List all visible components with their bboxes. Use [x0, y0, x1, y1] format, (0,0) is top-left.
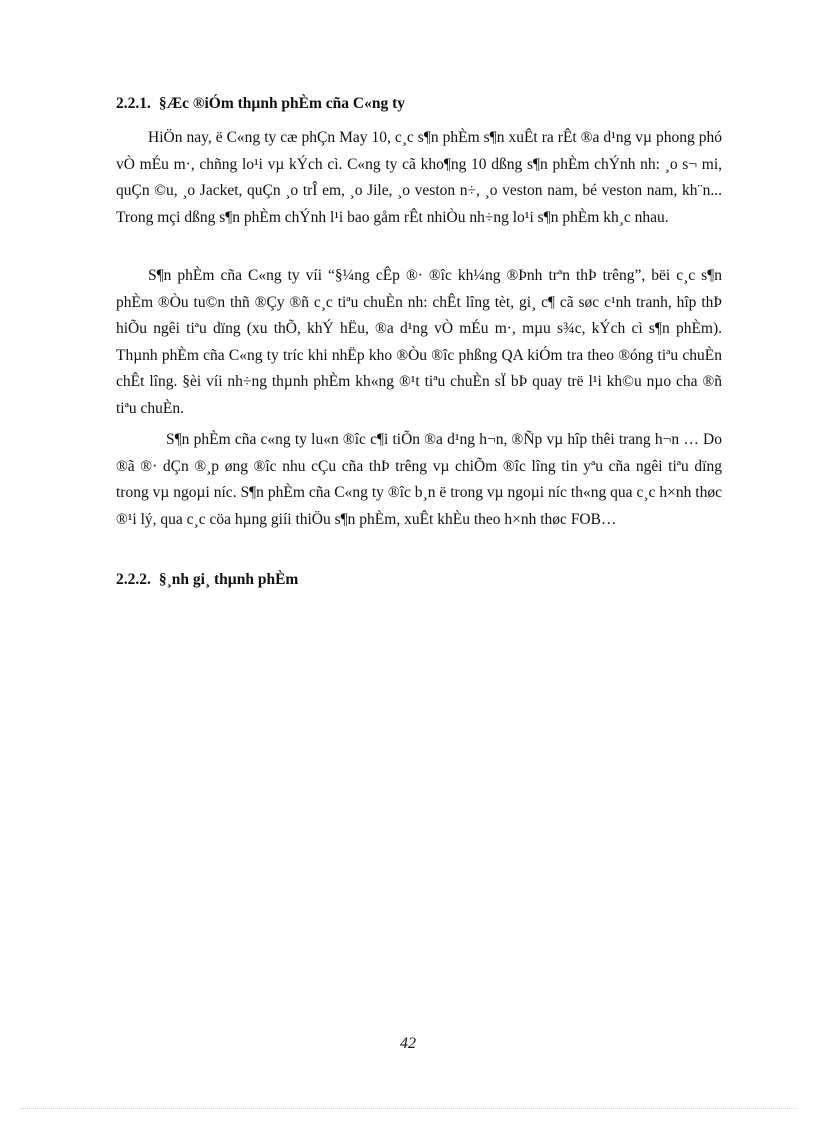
- page-bottom-divider: [20, 1108, 796, 1109]
- page-number: 42: [400, 1035, 416, 1052]
- section-heading-2-2-2: [116, 570, 298, 590]
- section-title: §Æc ®iÓm thµnh phÈm cña C«ng ty: [158, 95, 406, 112]
- section-title: §¸nh gi¸ thµnh phÈm: [158, 571, 299, 588]
- section-number: 2.2.1.: [116, 95, 151, 112]
- section-number: 2.2.2.: [116, 571, 151, 588]
- section-heading-2-2-1: [116, 94, 405, 114]
- paragraph-2: S¶n phÈm cña C«ng ty víi “§¼ng cÊp ®· ®îc kh¼ng ®Þnh trªn thÞ trêng”, bëi c¸c s¶n phÈm ®Òu tu©n thñ ®Çy ®ñ c¸c tiªu chuÈn nh: chÊt lîng tèt, gi¸ c¶ cã søc c¹nh tranh, hîp thÞ hiÕu ngêi tiªu dïng (xu thÕ, khÝ hËu, ®a d¹ng vÒ mÉu m·, mµu s¾c, kÝch cì s¶n phÈm). Thµnh phÈm cña C«ng ty tríc khi nhËp kho ®Òu ®îc phßng QA kiÓm tra theo ®óng tiªu chuÈn chÊt lîng. §èi víi nh÷ng thµnh phÈm kh«ng ®¹t tiªu chuÈn sÏ bÞ quay trë l¹i kh©u nµo cha ®ñ tiªu chuÈn.: [116, 267, 722, 417]
- paragraph-3: S¶n phÈm cña c«ng ty lu«n ®îc c¶i tiÕn ®a d¹ng h¬n, ®Ñp vµ hîp thêi trang h¬n … Do ®ã ®· dÇn ®¸p øng ®îc nhu cÇu cña thÞ trêng vµ chiÕm ®îc lîng tin yªu cña ngêi tiªu dïng trong vµ ngoµi níc. S¶n phÈm cña C«ng ty ®îc b¸n ë trong vµ ngoµi níc th«ng qua c¸c h×nh thøc ®¹i lý, qua c¸c cöa hµng giíi thiÖu s¶n phÈm, xuÊt khÈu theo h×nh thøc FOB…: [116, 431, 722, 528]
- paragraph-1: HiÖn nay, ë C«ng ty cæ phÇn May 10, c¸c s¶n phÈm s¶n xuÊt ra rÊt ®a d¹ng vµ phong phó vÒ mÉu m·, chñng lo¹i vµ kÝch cì. C«ng ty cã kho¶ng 10 dßng s¶n phÈm chÝnh nh: ¸o s¬ mi, quÇn ©u, ¸o Jacket, quÇn ¸o trÎ em, ¸o Jile, ¸o veston n÷, ¸o veston nam, bé veston nam, kh¨n... Trong mçi dßng s¶n phÈm chÝnh l¹i bao gåm rÊt nhiÒu nh÷ng lo¹i s¶n phÈm kh¸c nhau.: [116, 129, 722, 226]
